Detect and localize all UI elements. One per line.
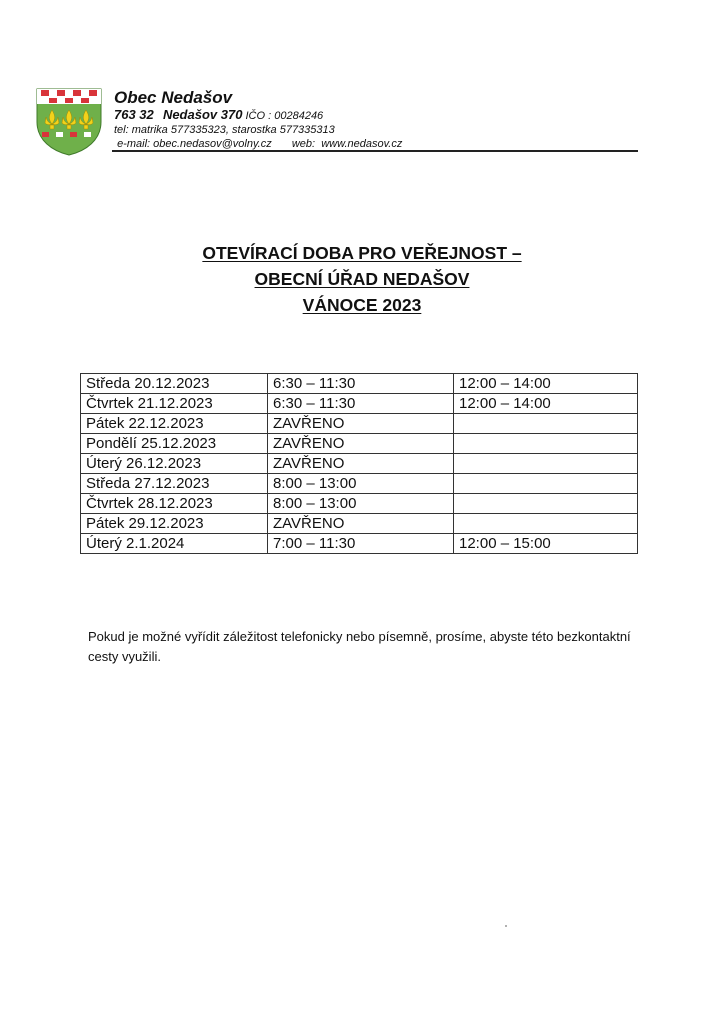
page-title [0, 240, 724, 318]
opening-hours-table [80, 373, 638, 554]
address-line [114, 108, 402, 123]
day-cell: Středa 20.12.2023 [81, 374, 268, 394]
afternoon-hours-cell [454, 474, 638, 494]
afternoon-hours-cell: 12:00 – 14:00 [454, 374, 638, 394]
scan-speck [505, 925, 507, 927]
organization-block [114, 88, 402, 151]
header-divider [112, 150, 638, 152]
afternoon-hours-cell [454, 514, 638, 534]
street-address: Nedašov 370 [162, 107, 243, 122]
table-row [81, 414, 638, 434]
morning-hours-cell: 8:00 – 13:00 [268, 474, 454, 494]
table-row [81, 534, 638, 554]
morning-hours-cell: 8:00 – 13:00 [268, 494, 454, 514]
web-label: web: [291, 138, 316, 150]
afternoon-hours-cell [454, 454, 638, 474]
day-cell: Pondělí 25.12.2023 [81, 434, 268, 454]
day-cell: Pátek 22.12.2023 [81, 414, 268, 434]
afternoon-hours-cell [454, 494, 638, 514]
afternoon-hours-cell [454, 434, 638, 454]
web-address: www.nedasov.cz [321, 138, 403, 150]
table-row [81, 474, 638, 494]
letterhead [36, 88, 636, 158]
afternoon-hours-cell: 12:00 – 15:00 [454, 534, 638, 554]
day-cell: Úterý 26.12.2023 [81, 454, 268, 474]
morning-hours-cell: ZAVŘENO [268, 514, 454, 534]
table-row [81, 494, 638, 514]
day-cell: Pátek 29.12.2023 [81, 514, 268, 534]
title-line-2: OBECNÍ ÚŘAD NEDAŠOV [254, 269, 470, 289]
morning-hours-cell: ZAVŘENO [268, 414, 454, 434]
ico-label: IČO : [245, 110, 272, 122]
afternoon-hours-cell [454, 414, 638, 434]
email-address: obec.nedasov@volny.cz [153, 138, 272, 150]
title-line-3: VÁNOCE 2023 [302, 295, 422, 315]
organization-name: Obec Nedašov [114, 88, 233, 107]
contact-line [114, 137, 402, 151]
afternoon-hours-cell: 12:00 – 14:00 [454, 394, 638, 414]
day-cell: Čtvrtek 28.12.2023 [81, 494, 268, 514]
table-row [81, 394, 638, 414]
table-row [81, 374, 638, 394]
day-cell: Středa 27.12.2023 [81, 474, 268, 494]
table-row [81, 434, 638, 454]
table-row [81, 454, 638, 474]
email-label: e-mail: [117, 138, 151, 150]
morning-hours-cell: ZAVŘENO [268, 434, 454, 454]
contact-note: Pokud je možné vyřídit záležitost telefonicky nebo písemně, prosíme, abyste této bezkontaktní cesty využili. [88, 629, 631, 664]
phone-line: tel: matrika 577335323, starostka 577335313 [114, 124, 335, 136]
postcode: 763 32 [114, 107, 154, 122]
morning-hours-cell: ZAVŘENO [268, 454, 454, 474]
day-cell: Úterý 2.1.2024 [81, 534, 268, 554]
day-cell: Čtvrtek 21.12.2023 [81, 394, 268, 414]
coat-of-arms-icon [36, 88, 102, 156]
morning-hours-cell: 7:00 – 11:30 [268, 534, 454, 554]
table-row [81, 514, 638, 534]
title-line-1: OTEVÍRACÍ DOBA PRO VEŘEJNOST – [202, 243, 522, 263]
morning-hours-cell: 6:30 – 11:30 [268, 374, 454, 394]
morning-hours-cell: 6:30 – 11:30 [268, 394, 454, 414]
ico-number: 00284246 [274, 110, 324, 122]
